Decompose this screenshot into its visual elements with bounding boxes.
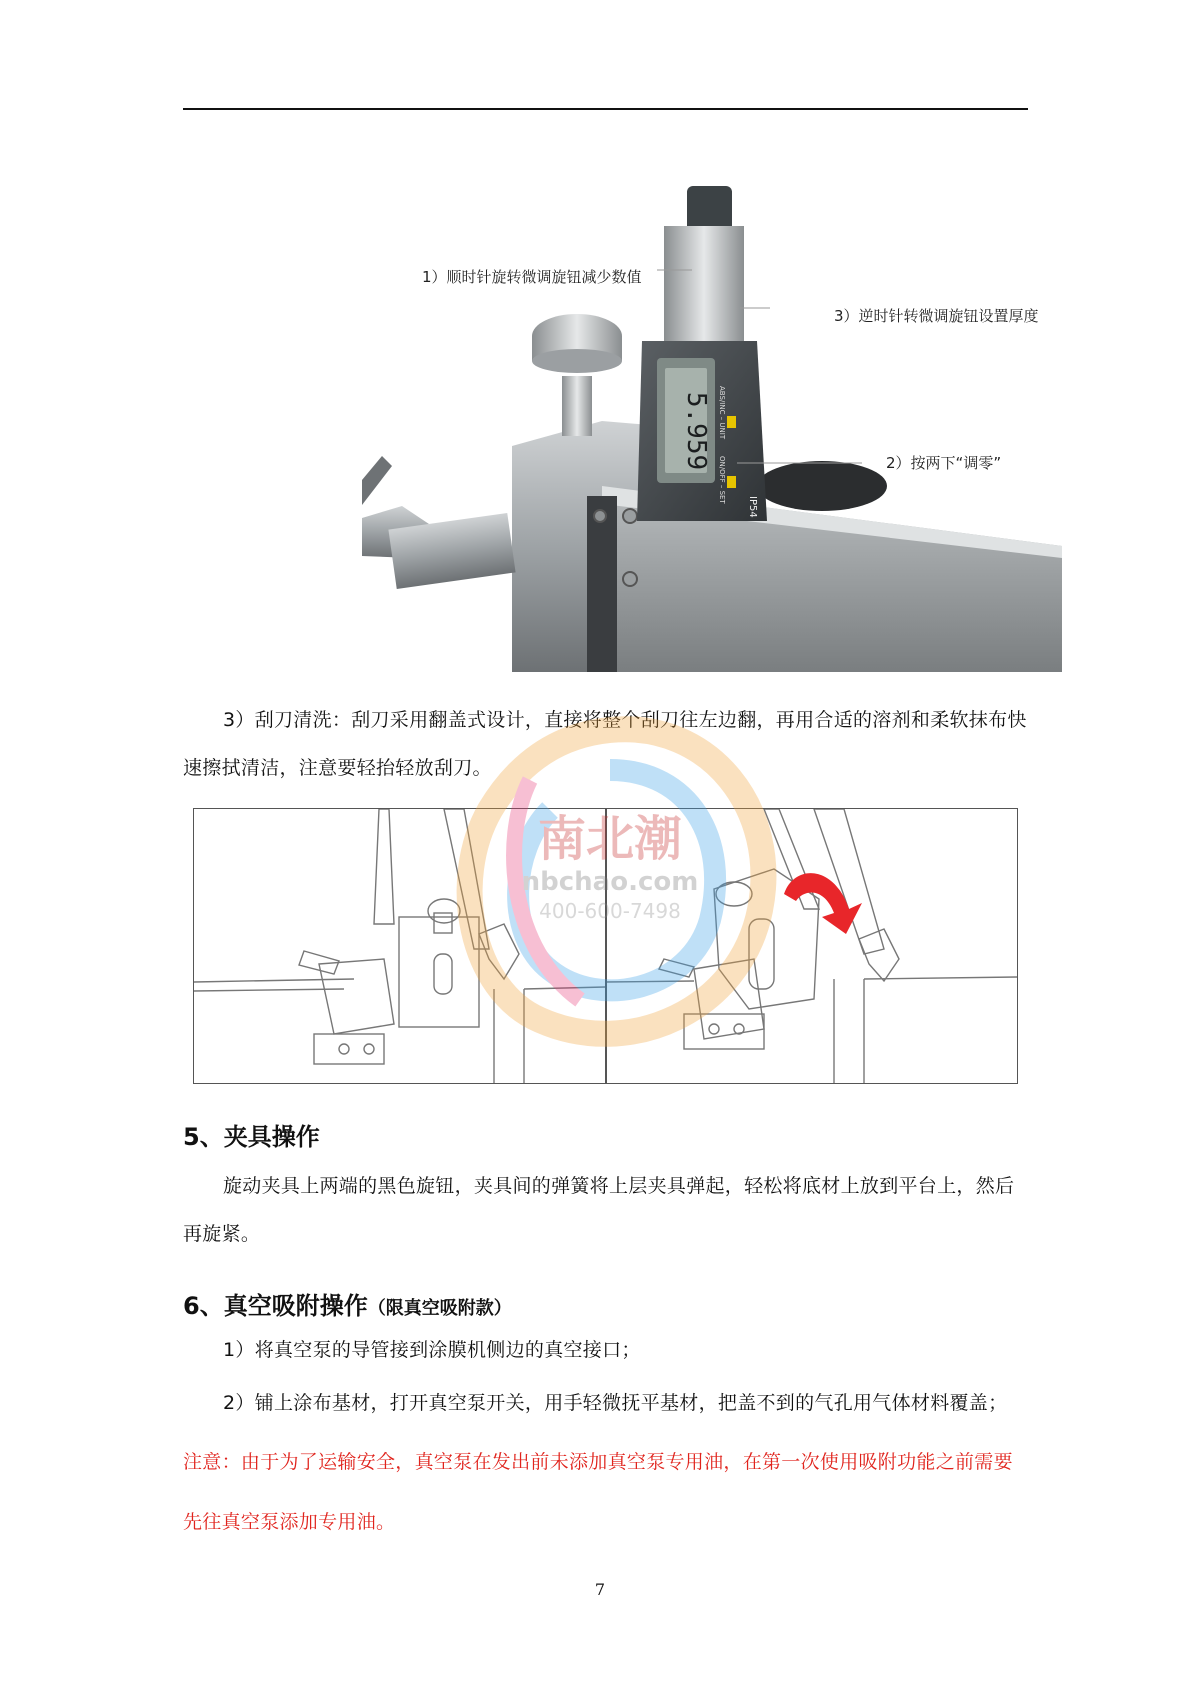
section6-title: 6、真空吸附操作	[183, 1292, 368, 1320]
ip-label: IP54	[747, 496, 758, 518]
section6-subtitle: （限真空吸附款）	[367, 1298, 512, 1319]
header-rule	[183, 108, 1028, 110]
page-number: 7	[594, 1580, 606, 1599]
vacuum-oil-note: 注意：由于为了运输安全，真空泵在发出前未添加真空泵专用油，在第一次使用吸附功能之前需要先往真空泵添加专用油。	[183, 1451, 1013, 1533]
section5-heading: 5、夹具操作	[183, 1123, 320, 1151]
callout-decrease: 1）顺时针旋转微调旋钮减少数值	[422, 268, 642, 286]
section6-heading	[183, 1286, 512, 1321]
figure-divider	[605, 809, 607, 1083]
watermark-phone: 400-600-7498	[539, 899, 681, 923]
micrometer-photo	[362, 186, 1062, 672]
abs-label: ABS/INC – UNIT	[718, 386, 726, 440]
section6-step2: 2）铺上涂布基材，打开真空泵开关，用手轻微抚平基材，把盖不到的气孔用气体材料覆盖；	[223, 1392, 1008, 1414]
watermark-brand: 南北潮	[537, 811, 683, 867]
callout-set-thickness: 3）逆时针转微调旋钮设置厚度	[834, 307, 1039, 325]
section5-text: 旋动夹具上两端的黑色旋钮，夹具间的弹簧将上层夹具弹起，轻松将底材上放到平台上，然后再旋紧。	[183, 1175, 1015, 1245]
onoff-label: ON/OFF – SET	[718, 456, 726, 504]
watermark-site: nbchao.com	[521, 867, 699, 897]
blade-cleaning-text: 3）刮刀清洗：刮刀采用翻盖式设计，直接将整个刮刀往左边翻，再用合适的溶剂和柔软抹布快速擦拭清洁，注意要轻抬轻放刮刀。	[183, 709, 1027, 779]
section6-step1: 1）将真空泵的导管接到涂膜机侧边的真空接口；	[223, 1339, 641, 1361]
blade-flip-figure	[193, 808, 1018, 1084]
display-reading: 5.959	[681, 391, 711, 471]
callout-zero: 2）按两下“调零”	[886, 454, 1002, 472]
red-arrow-icon	[784, 873, 862, 934]
